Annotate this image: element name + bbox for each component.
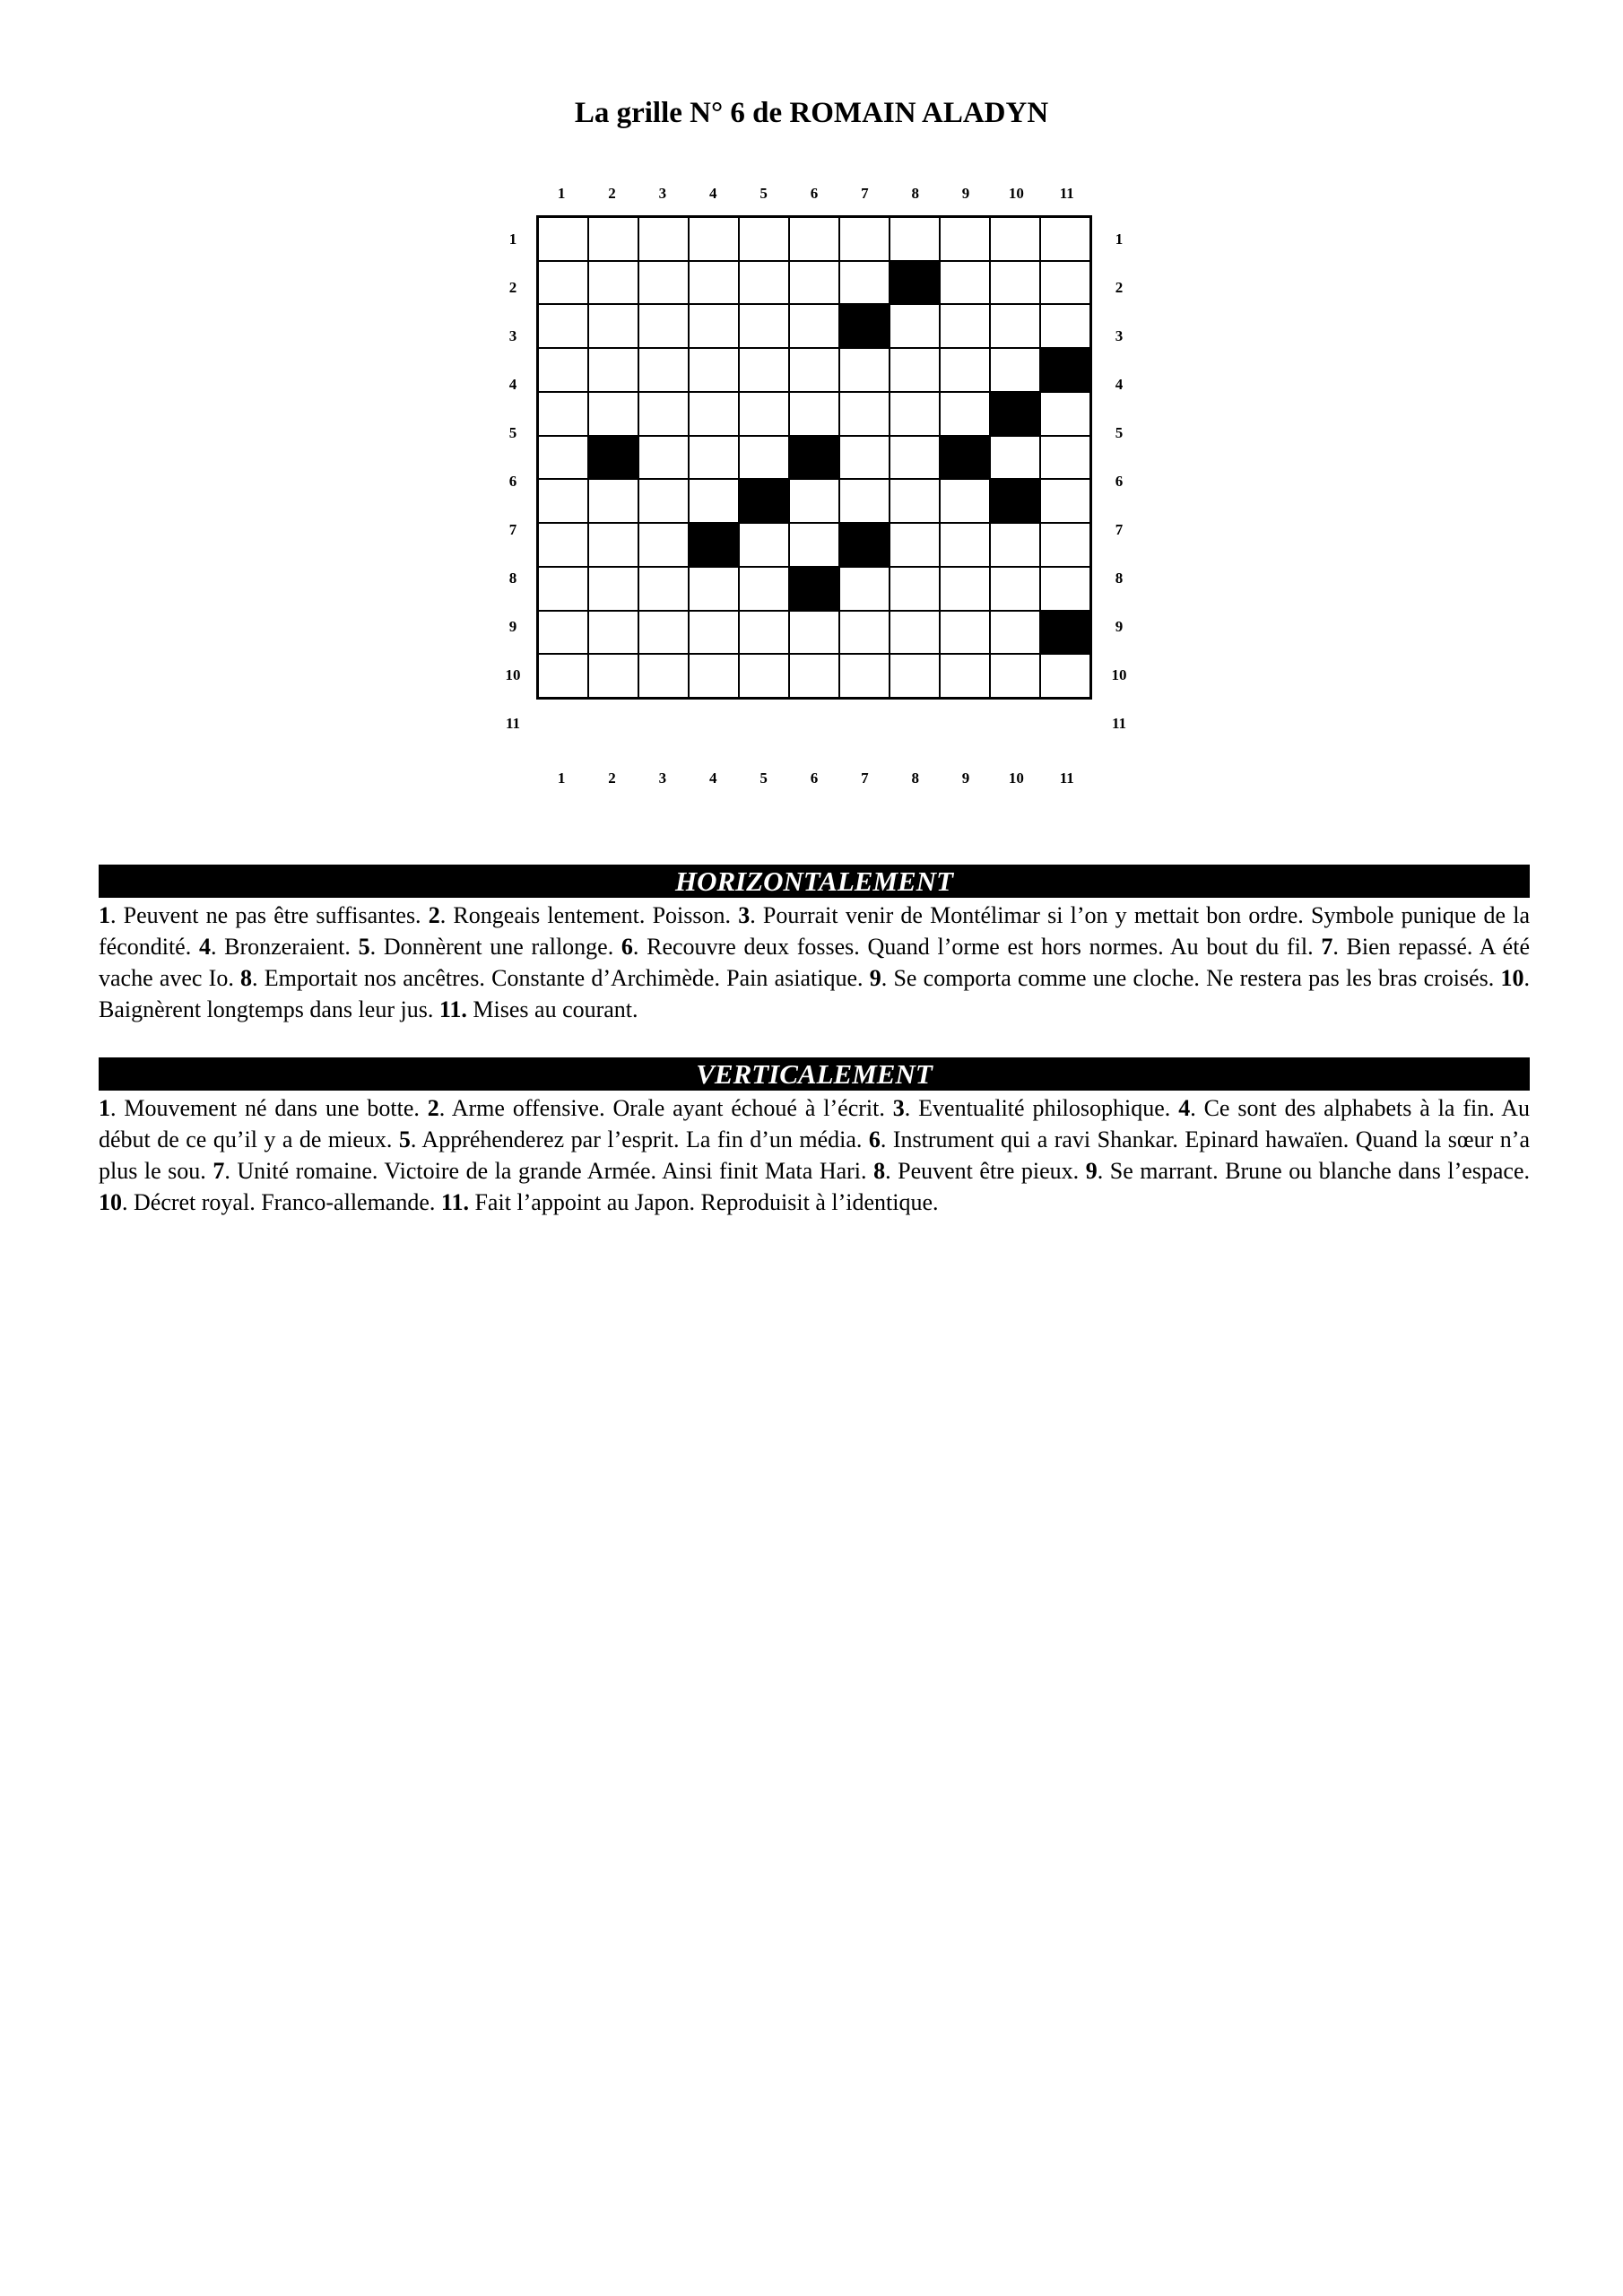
clue-text: . Décret royal. Franco-allemande. <box>122 1189 441 1215</box>
clue-text: . Recouvre deux fosses. Quand l’orme est hors normes. Au bout du fil. <box>632 934 1322 960</box>
grid-cell <box>990 611 1040 655</box>
row-number: 4 <box>1115 376 1124 393</box>
column-number: 6 <box>810 770 819 787</box>
grid-cell <box>990 436 1040 480</box>
black-cell <box>1040 348 1090 392</box>
grid-cell <box>839 217 890 261</box>
grid-cell <box>990 348 1040 392</box>
grid-cell <box>638 654 689 698</box>
grid-cell <box>689 261 739 305</box>
grid-cell <box>689 392 739 436</box>
clue-number: 3 <box>738 902 751 928</box>
grid-cell <box>538 567 588 611</box>
grid-cell <box>940 654 990 698</box>
row-number: 11 <box>1111 715 1127 732</box>
clue-text: . Appréhenderez par l’esprit. La fin d’un média. <box>410 1126 869 1152</box>
column-number: 1 <box>557 770 566 787</box>
clue-number: 1 <box>99 902 110 928</box>
row-number: 1 <box>1115 230 1124 248</box>
row-number: 10 <box>505 666 521 683</box>
row-number: 3 <box>1115 327 1124 344</box>
grid-cell <box>538 654 588 698</box>
grid-cell <box>990 261 1040 305</box>
grid-cell <box>1040 392 1090 436</box>
grid-cell <box>739 217 789 261</box>
grid-cell <box>588 304 638 348</box>
grid-cell <box>638 261 689 305</box>
column-number: 10 <box>1008 770 1024 787</box>
column-number: 11 <box>1059 770 1074 787</box>
grid-cell <box>940 348 990 392</box>
grid-cell <box>990 654 1040 698</box>
vertical-clues <box>99 1092 1530 1218</box>
clue-text: . Arme offensive. Orale ayant échoué à l’écrit. <box>438 1095 893 1121</box>
grid-cell <box>689 611 739 655</box>
grid-cell <box>739 392 789 436</box>
clue-number: 2 <box>428 902 440 928</box>
row-number: 4 <box>508 376 517 393</box>
clue-number: 10 <box>99 1189 122 1215</box>
grid-cell <box>990 304 1040 348</box>
grid-cell <box>839 348 890 392</box>
column-number: 10 <box>1008 185 1024 202</box>
grid-cell <box>990 523 1040 567</box>
grid-cell <box>789 261 839 305</box>
grid-cell <box>940 611 990 655</box>
row-number: 7 <box>1115 521 1124 538</box>
row-number: 10 <box>1111 666 1127 683</box>
column-number: 2 <box>608 770 616 787</box>
grid-cell <box>739 436 789 480</box>
grid-cell <box>839 392 890 436</box>
grid-cell <box>1040 217 1090 261</box>
grid-cell <box>638 479 689 523</box>
grid-cell <box>689 348 739 392</box>
grid-cell <box>839 611 890 655</box>
grid-cell <box>1040 261 1090 305</box>
grid-cell <box>839 567 890 611</box>
grid-cell <box>588 392 638 436</box>
grid-cell <box>839 479 890 523</box>
clue-number: 8 <box>240 965 253 991</box>
clue-number: 7 <box>213 1158 225 1184</box>
clue-number: 5 <box>398 1126 411 1152</box>
clue-number: 11. <box>440 1189 469 1215</box>
column-number: 3 <box>658 185 667 202</box>
grid-cell <box>890 654 940 698</box>
black-cell <box>689 523 739 567</box>
black-cell <box>739 479 789 523</box>
row-number: 5 <box>508 424 517 441</box>
grid-cell <box>1040 523 1090 567</box>
row-number: 7 <box>508 521 517 538</box>
clue-text: Fait l’appoint au Japon. Reproduisit à l’identique. <box>468 1189 939 1215</box>
grid-cell <box>890 392 940 436</box>
row-number: 5 <box>1115 424 1124 441</box>
grid-cell <box>940 479 990 523</box>
grid-cell <box>588 479 638 523</box>
clue-text: . Mouvement né dans une botte. <box>110 1095 428 1121</box>
clue-number: 4 <box>1178 1095 1191 1121</box>
grid-cell <box>890 436 940 480</box>
grid-cell <box>789 392 839 436</box>
grid-cell <box>1040 567 1090 611</box>
grid-cell <box>940 261 990 305</box>
grid-cell <box>789 348 839 392</box>
grid-cell <box>940 523 990 567</box>
grid-cell <box>588 217 638 261</box>
grid-cell <box>588 654 638 698</box>
clue-text: . Baignèrent longtemps dans leur jus. <box>99 965 1530 1022</box>
column-number: 5 <box>759 770 768 787</box>
column-number: 4 <box>709 770 717 787</box>
black-cell <box>789 567 839 611</box>
row-number: 6 <box>508 473 517 490</box>
clue-number: 6 <box>868 1126 881 1152</box>
clue-text: . Peuvent être pieux. <box>885 1158 1086 1184</box>
row-number: 6 <box>1115 473 1124 490</box>
black-cell <box>890 261 940 305</box>
clue-text: . Rongeais lentement. Poisson. <box>439 902 739 928</box>
clue-number: 9 <box>1085 1158 1098 1184</box>
column-number: 4 <box>709 185 717 202</box>
grid-cell <box>890 348 940 392</box>
vertical-header: VERTICALEMENT <box>99 1057 1530 1091</box>
grid-cell <box>638 304 689 348</box>
row-number: 9 <box>508 618 517 635</box>
column-number: 7 <box>861 185 869 202</box>
horizontal-clues <box>99 900 1530 1025</box>
horizontal-header: HORIZONTALEMENT <box>99 865 1530 898</box>
grid-cell <box>1040 304 1090 348</box>
clue-number: 11. <box>438 996 467 1022</box>
clue-number: 7 <box>1321 934 1333 960</box>
grid-cell <box>689 436 739 480</box>
row-number: 2 <box>508 279 517 296</box>
clue-text: . Se comporta comme une cloche. Ne restera pas les bras croisés. <box>881 965 1501 991</box>
clue-text: . Peuvent ne pas être suffisantes. <box>110 902 429 928</box>
column-number: 9 <box>961 185 970 202</box>
black-cell <box>990 479 1040 523</box>
grid-cell <box>538 217 588 261</box>
grid-cell <box>990 567 1040 611</box>
grid-cell <box>538 304 588 348</box>
grid-cell <box>1040 436 1090 480</box>
column-number: 11 <box>1059 185 1074 202</box>
page-title: La grille N° 6 de ROMAIN ALADYN <box>574 97 1049 129</box>
black-cell <box>839 523 890 567</box>
clue-text: . Se marrant. Brune ou blanche dans l’espace. <box>1097 1158 1531 1184</box>
grid-cell <box>538 523 588 567</box>
grid-cell <box>890 567 940 611</box>
grid-cell <box>689 479 739 523</box>
grid-cell <box>689 654 739 698</box>
grid-cell <box>940 567 990 611</box>
grid-cell <box>538 261 588 305</box>
grid-cell <box>839 261 890 305</box>
grid-cell <box>789 654 839 698</box>
clue-text: . Eventualité philosophique. <box>904 1095 1179 1121</box>
grid-cell <box>638 348 689 392</box>
grid-cell <box>538 348 588 392</box>
grid-cell <box>588 523 638 567</box>
row-number: 1 <box>508 230 517 248</box>
column-number: 5 <box>759 185 768 202</box>
grid-cell <box>789 479 839 523</box>
clue-number: 3 <box>892 1095 905 1121</box>
clue-number: 9 <box>869 965 881 991</box>
grid-cell <box>739 304 789 348</box>
grid-cell <box>739 567 789 611</box>
grid-cell <box>1040 479 1090 523</box>
grid-cell <box>940 304 990 348</box>
clue-text: Mises au courant. <box>466 996 638 1022</box>
clue-number: 1 <box>99 1095 110 1121</box>
grid-cell <box>890 217 940 261</box>
clue-text: . Donnèrent une rallonge. <box>369 934 621 960</box>
clue-number: 5 <box>358 934 370 960</box>
black-cell <box>839 304 890 348</box>
clue-text: . Pourrait venir de Montélimar si l’on y mettait bon ordre. Symbole punique de la fécondité. <box>99 902 1530 960</box>
clue-number: 2 <box>427 1095 439 1121</box>
grid-cell <box>839 436 890 480</box>
grid-cell <box>638 523 689 567</box>
grid-cell <box>940 217 990 261</box>
column-number: 2 <box>608 185 616 202</box>
grid-cell <box>789 523 839 567</box>
grid-cell <box>538 392 588 436</box>
row-number: 2 <box>1115 279 1124 296</box>
black-cell <box>1040 611 1090 655</box>
grid-cell <box>638 567 689 611</box>
column-number: 1 <box>557 185 566 202</box>
grid-cell <box>789 304 839 348</box>
grid-cell <box>739 611 789 655</box>
grid-cell <box>990 217 1040 261</box>
black-cell <box>940 436 990 480</box>
grid-cell <box>1040 654 1090 698</box>
grid-cell <box>638 217 689 261</box>
black-cell <box>789 436 839 480</box>
grid-cell <box>689 217 739 261</box>
column-number: 8 <box>911 770 919 787</box>
clue-number: 6 <box>621 934 633 960</box>
grid-cell <box>890 611 940 655</box>
grid-cell <box>588 567 638 611</box>
grid-cell <box>588 261 638 305</box>
black-cell <box>990 392 1040 436</box>
clue-text: . Emportait nos ancêtres. Constante d’Archimède. Pain asiatique. <box>252 965 870 991</box>
row-number: 8 <box>1115 570 1124 587</box>
grid-cell <box>638 436 689 480</box>
grid-cell <box>538 436 588 480</box>
grid-cell <box>890 304 940 348</box>
grid-cell <box>789 611 839 655</box>
clue-number: 8 <box>873 1158 886 1184</box>
row-number: 3 <box>508 327 517 344</box>
clue-number: 10 <box>1500 965 1524 991</box>
row-numbers-right <box>1101 215 1137 732</box>
grid-cell <box>940 392 990 436</box>
grid-cell <box>588 348 638 392</box>
row-number: 11 <box>505 715 521 732</box>
column-number: 9 <box>961 770 970 787</box>
grid-cell <box>538 479 588 523</box>
crossword-grid <box>536 215 1092 700</box>
grid-cell <box>839 654 890 698</box>
column-numbers-top <box>536 185 1092 206</box>
black-cell <box>588 436 638 480</box>
column-number: 6 <box>810 185 819 202</box>
clue-text: . Unité romaine. Victoire de la grande Armée. Ainsi finit Mata Hari. <box>224 1158 874 1184</box>
grid-cell <box>890 523 940 567</box>
column-numbers-bottom <box>536 770 1092 791</box>
clue-text: . Ce sont des alphabets à la fin. Au début de ce qu’il y a de mieux. <box>99 1095 1530 1152</box>
clue-text: . Bien repassé. A été vache avec Io. <box>99 934 1530 991</box>
grid-cell <box>890 479 940 523</box>
clue-text: . Instrument qui a ravi Shankar. Epinard hawaïen. Quand la sœur n’a plus le sou. <box>99 1126 1530 1184</box>
grid-cell <box>739 654 789 698</box>
clue-number: 4 <box>198 934 211 960</box>
clue-text: . Bronzeraient. <box>210 934 359 960</box>
row-numbers-left <box>495 215 531 732</box>
row-number: 8 <box>508 570 517 587</box>
grid-cell <box>739 348 789 392</box>
grid-cell <box>638 392 689 436</box>
grid-cell <box>689 304 739 348</box>
grid-cell <box>588 611 638 655</box>
grid-cell <box>638 611 689 655</box>
grid-cell <box>789 217 839 261</box>
grid-cell <box>739 523 789 567</box>
grid-cell <box>538 611 588 655</box>
grid-cell <box>689 567 739 611</box>
grid-cell <box>739 261 789 305</box>
column-number: 8 <box>911 185 919 202</box>
column-number: 3 <box>658 770 667 787</box>
row-number: 9 <box>1115 618 1124 635</box>
column-number: 7 <box>861 770 869 787</box>
